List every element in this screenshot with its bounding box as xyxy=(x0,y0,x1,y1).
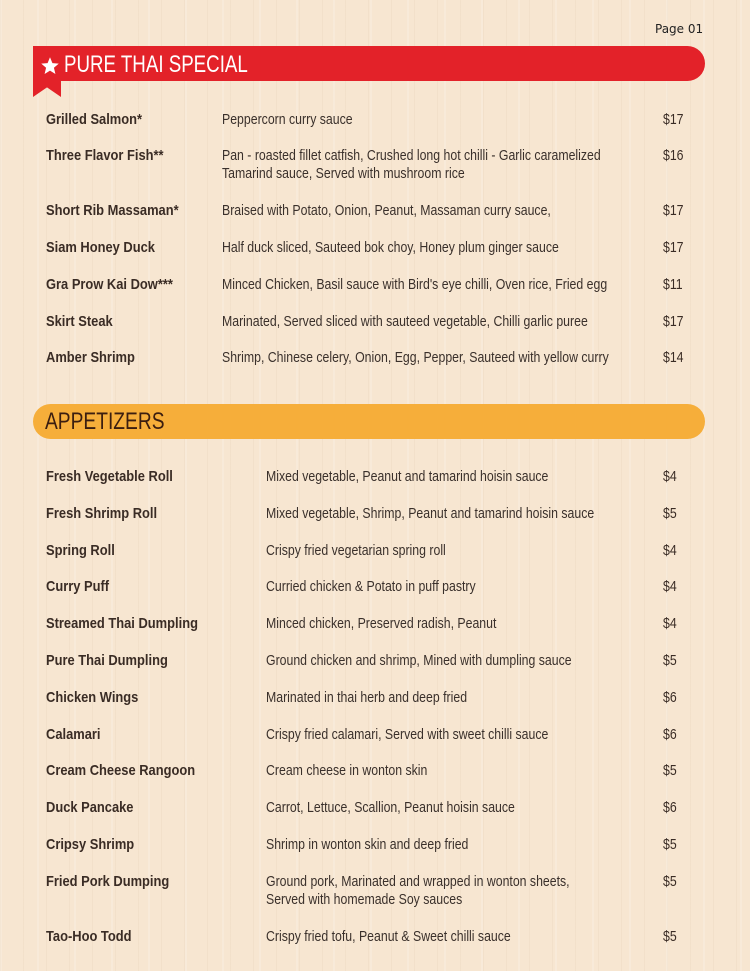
item-name: Short Rib Massaman* xyxy=(46,202,179,219)
item-price: $4 xyxy=(663,578,677,595)
item-name: Curry Puff xyxy=(46,578,110,595)
item-description-line-2: Tamarind sauce, Served with mushroom rice xyxy=(222,165,465,182)
item-description: Minced Chicken, Basil sauce with Bird's eye chilli, Oven rice, Fried egg xyxy=(222,276,608,293)
item-price: $5 xyxy=(663,836,677,853)
item-description: Marinated, Served sliced with sauteed vegetable, Chilli garlic puree xyxy=(222,313,588,330)
item-description: Half duck sliced, Sauteed bok choy, Honey plum ginger sauce xyxy=(222,239,559,256)
item-price: $14 xyxy=(663,349,684,366)
item-price: $6 xyxy=(663,799,677,816)
item-description: Mixed vegetable, Peanut and tamarind hoisin sauce xyxy=(266,468,549,485)
item-description: Crispy fried tofu, Peanut & Sweet chilli sauce xyxy=(266,928,511,945)
item-name: Grilled Salmon* xyxy=(46,111,143,128)
page-number: Page 01 xyxy=(655,22,704,36)
item-name: Siam Honey Duck xyxy=(46,239,155,256)
item-price: $16 xyxy=(663,147,684,164)
item-price: $17 xyxy=(663,239,684,256)
item-price: $17 xyxy=(663,313,684,330)
item-description: Crispy fried calamari, Served with sweet chilli sauce xyxy=(266,726,549,743)
item-name: Duck Pancake xyxy=(46,799,134,816)
item-description: Crispy fried vegetarian spring roll xyxy=(266,542,446,559)
item-description: Braised with Potato, Onion, Peanut, Massaman curry sauce, xyxy=(222,202,551,219)
item-description: Marinated in thai herb and deep fried xyxy=(266,689,468,706)
item-price: $5 xyxy=(663,928,677,945)
item-name: Streamed Thai Dumpling xyxy=(46,615,198,632)
item-description: Minced chicken, Preserved radish, Peanut xyxy=(266,615,497,632)
star-icon xyxy=(40,56,60,76)
item-price: $4 xyxy=(663,615,677,632)
item-price: $5 xyxy=(663,652,677,669)
item-description: Carrot, Lettuce, Scallion, Peanut hoisin sauce xyxy=(266,799,515,816)
item-name: Cream Cheese Rangoon xyxy=(46,762,196,779)
item-description-line-2: Served with homemade Soy sauces xyxy=(266,891,463,908)
item-name: Spring Roll xyxy=(46,542,115,559)
item-description: Pan - roasted fillet catfish, Crushed long hot chilli - Garlic caramelized xyxy=(222,147,601,164)
item-description: Mixed vegetable, Shrimp, Peanut and tamarind hoisin sauce xyxy=(266,505,595,522)
item-description: Peppercorn curry sauce xyxy=(222,111,353,128)
item-name: Three Flavor Fish** xyxy=(46,147,164,164)
item-name: Fresh Shrimp Roll xyxy=(46,505,158,522)
item-name: Fresh Vegetable Roll xyxy=(46,468,173,485)
item-price: $17 xyxy=(663,111,684,128)
item-price: $17 xyxy=(663,202,684,219)
item-description: Ground pork, Marinated and wrapped in wonton sheets, xyxy=(266,873,570,890)
item-price: $4 xyxy=(663,542,677,559)
item-price: $4 xyxy=(663,468,677,485)
item-description: Cream cheese in wonton skin xyxy=(266,762,428,779)
item-name: Cripsy Shrimp xyxy=(46,836,135,853)
item-name: Chicken Wings xyxy=(46,689,139,706)
item-name: Tao-Hoo Todd xyxy=(46,928,132,945)
item-name: Pure Thai Dumpling xyxy=(46,652,168,669)
item-price: $6 xyxy=(663,726,677,743)
item-description: Curried chicken & Potato in puff pastry xyxy=(266,578,476,595)
item-price: $5 xyxy=(663,873,677,890)
banner-ribbon-tail xyxy=(33,81,61,97)
item-price: $5 xyxy=(663,762,677,779)
item-name: Skirt Steak xyxy=(46,313,113,330)
item-description: Shrimp in wonton skin and deep fried xyxy=(266,836,469,853)
section-title: PURE THAI SPECIAL xyxy=(64,51,248,78)
item-price: $5 xyxy=(663,505,677,522)
item-name: Amber Shrimp xyxy=(46,349,135,366)
item-name: Fried Pork Dumping xyxy=(46,873,170,890)
item-description: Ground chicken and shrimp, Mined with dumpling sauce xyxy=(266,652,572,669)
item-price: $11 xyxy=(663,276,683,293)
section-title: APPETIZERS xyxy=(45,408,165,435)
item-price: $6 xyxy=(663,689,677,706)
item-description: Shrimp, Chinese celery, Onion, Egg, Pepper, Sauteed with yellow curry xyxy=(222,349,609,366)
item-name: Gra Prow Kai Dow*** xyxy=(46,276,173,293)
item-name: Calamari xyxy=(46,726,101,743)
